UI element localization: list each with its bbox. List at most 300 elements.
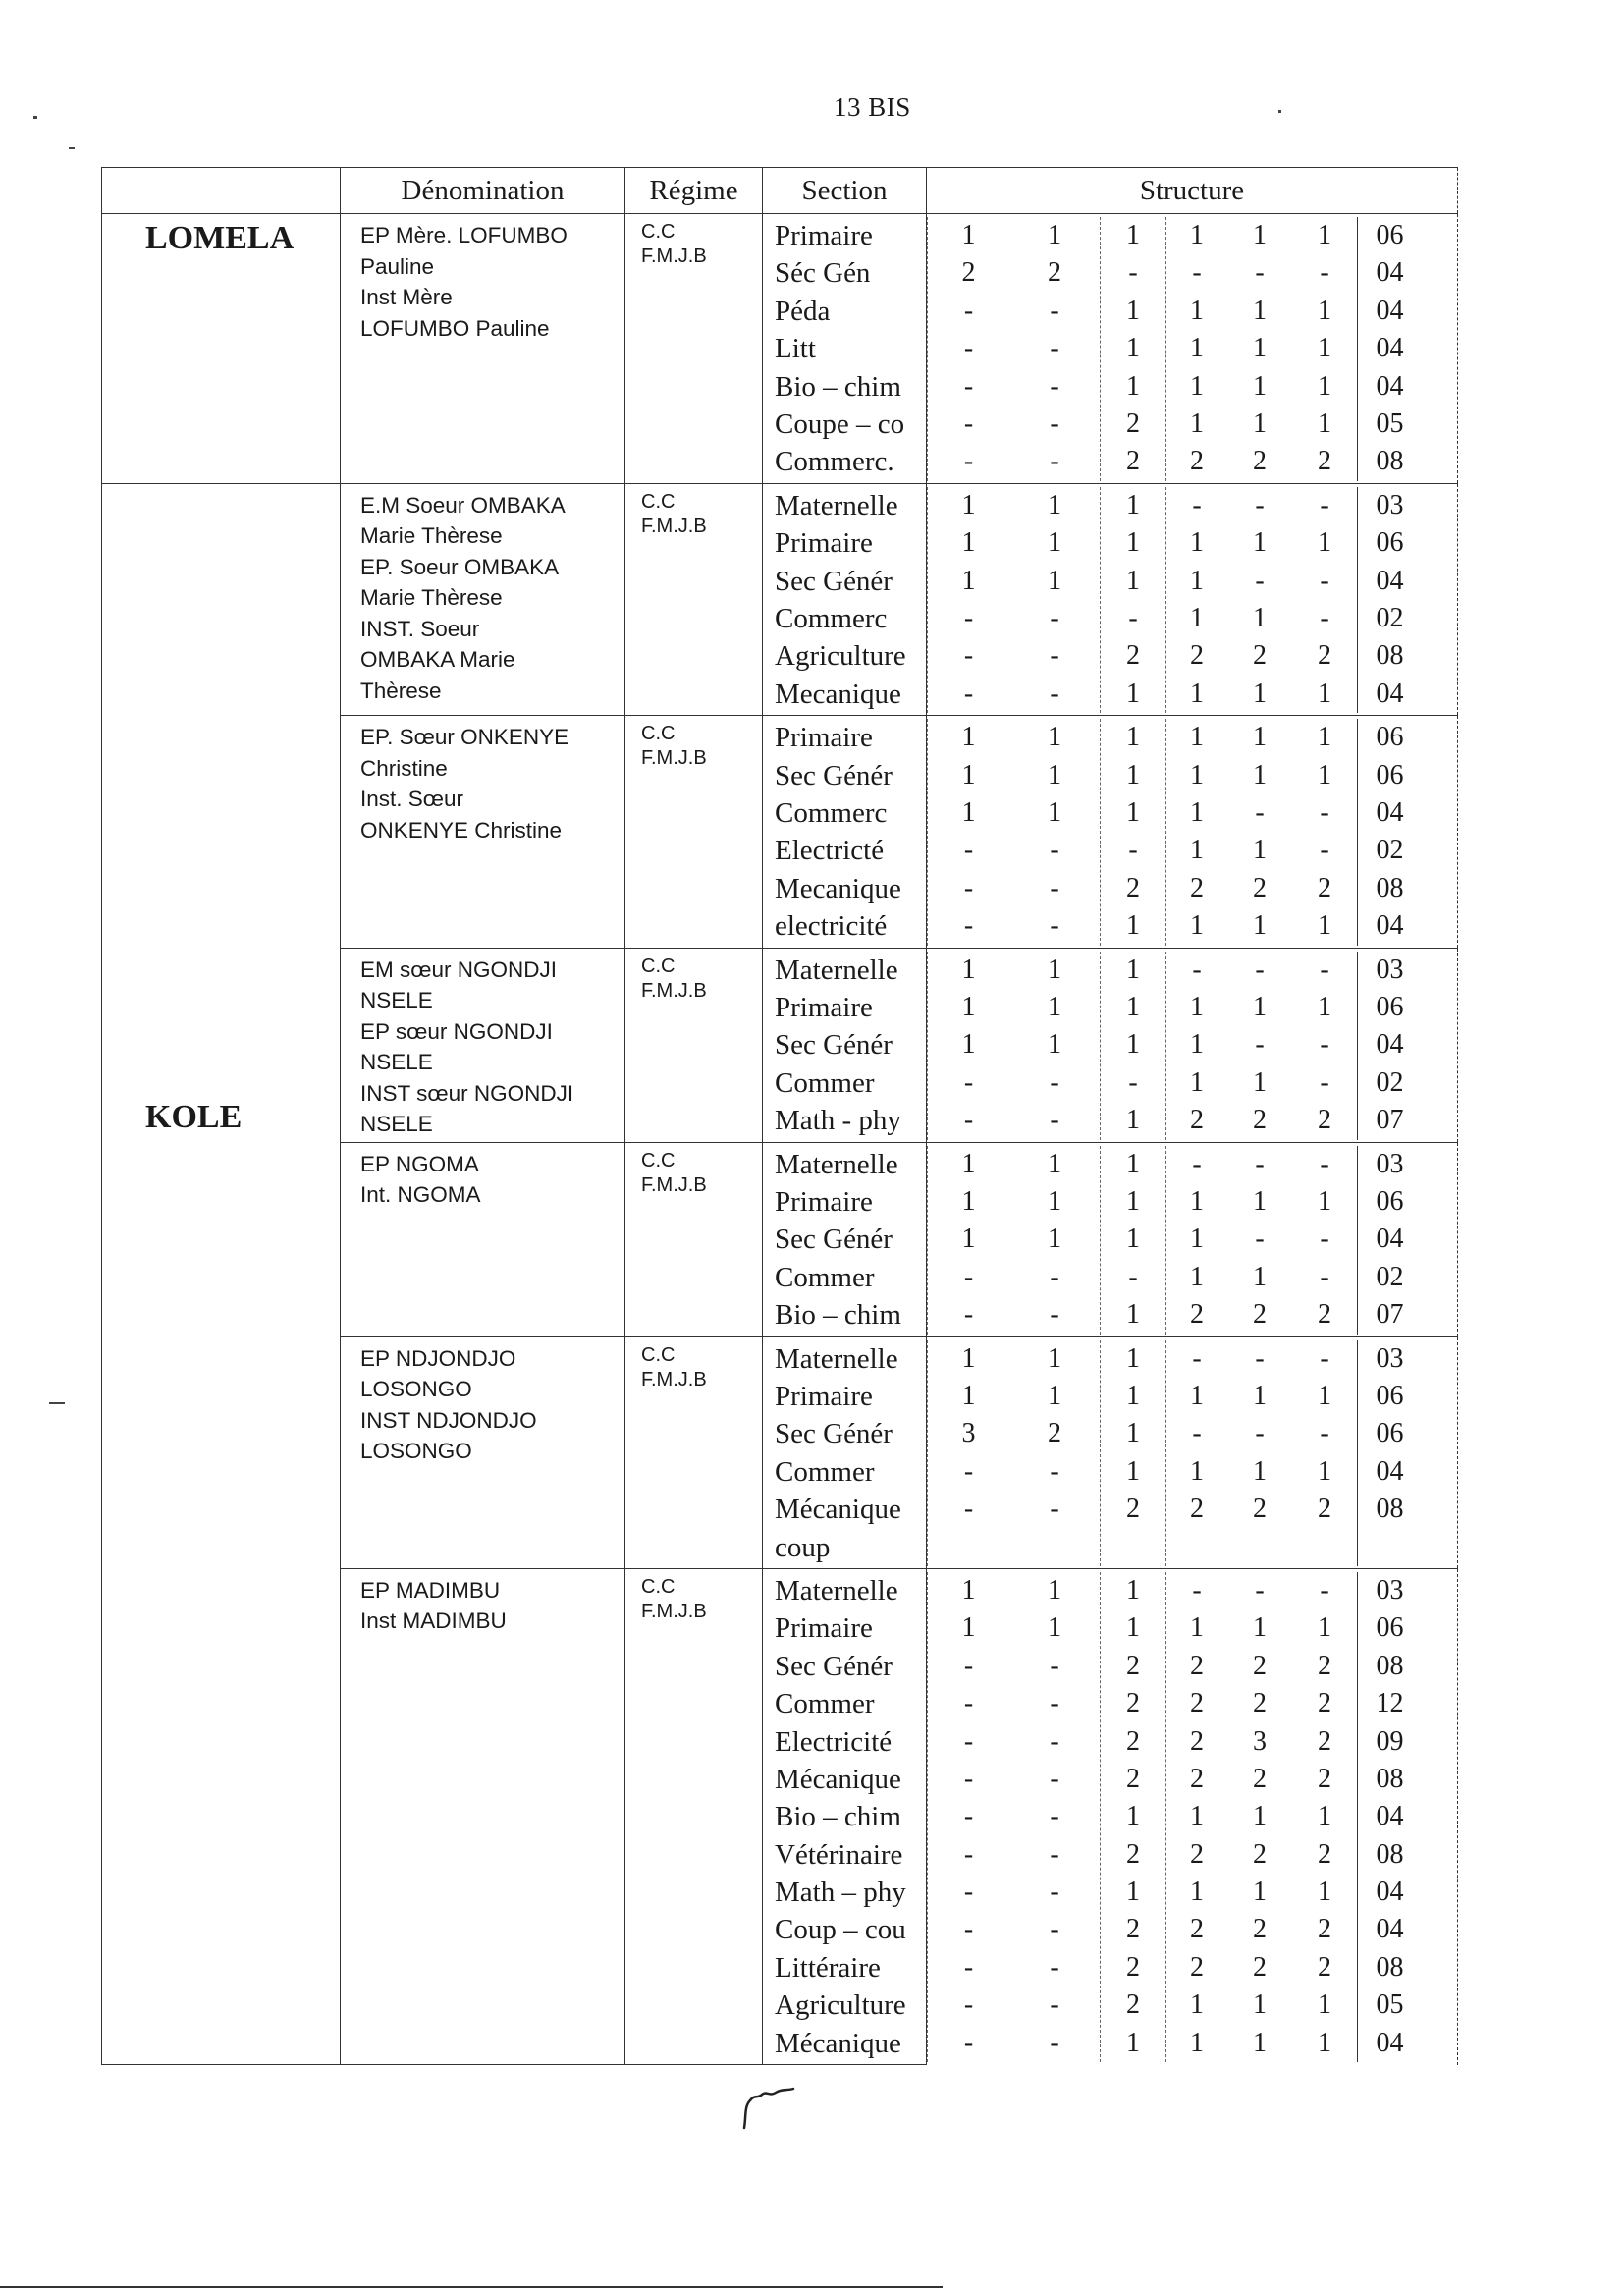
structure-value: 2 [1190, 640, 1204, 672]
structure-value: 2 [961, 257, 976, 289]
structure-value: - [1320, 489, 1329, 520]
structure-value: - [963, 1299, 974, 1331]
structure-value: - [1050, 1494, 1059, 1525]
denomination-line: EM sœur NGONDJI [360, 956, 557, 982]
structure-value: - [1320, 1148, 1329, 1179]
section-name: Maternelle [775, 1574, 898, 1607]
section-name: Bio – chim [775, 1299, 901, 1332]
structure-value: - [1255, 796, 1265, 828]
establishment-denomination [341, 716, 625, 948]
section-name: Maternelle [775, 489, 898, 521]
section-name: Primaire [775, 1612, 873, 1645]
denomination-line: E.M Soeur OMBAKA [360, 492, 566, 518]
structure-value: 2 [1190, 1725, 1204, 1757]
structure-column [1009, 1340, 1100, 1566]
structure-value: - [1050, 1801, 1059, 1832]
structure-value: 1 [1253, 1066, 1267, 1098]
structure-value: 1 [1253, 1612, 1267, 1644]
section-name: Sec Génér [775, 1029, 893, 1062]
structure-value [1101, 1529, 1165, 1566]
structure-value: 1 [1126, 220, 1140, 250]
structure-cells [927, 948, 1458, 1142]
structure-total: 09 [1376, 1725, 1404, 1757]
section-name: Bio – chim [775, 1801, 901, 1833]
denomination-line: LOSONGO [360, 1377, 472, 1402]
structure-value: - [963, 1989, 974, 2021]
structure-column [1100, 217, 1165, 481]
page-number: 13 BIS [834, 92, 911, 122]
structure-value: 1 [961, 953, 976, 985]
structure-value: 1 [961, 1224, 976, 1255]
structure-value: 3 [961, 1418, 976, 1449]
structure-value: - [1255, 1029, 1265, 1061]
structure-value: - [963, 1838, 974, 1870]
denomination-line: NSELE [360, 1112, 433, 1137]
section-name: Litt [775, 333, 816, 365]
structure-value: 1 [1190, 1029, 1204, 1061]
structure-total: 08 [1376, 446, 1404, 477]
structure-value: 1 [1318, 1989, 1331, 2021]
denomination-line: Inst MADIMBU [360, 1608, 507, 1634]
structure-value: 1 [961, 489, 976, 520]
structure-column [1227, 719, 1292, 945]
regime-line: F.M.J.B [641, 1173, 707, 1196]
structure-grid [927, 1569, 1457, 2062]
structure-value [1227, 1529, 1292, 1566]
section-name: Primaire [775, 1185, 873, 1218]
structure-value: 2 [1318, 1650, 1331, 1681]
structure-value: - [963, 640, 974, 672]
structure-value: 1 [1126, 1299, 1140, 1331]
structure-value: 2 [1190, 872, 1204, 903]
structure-value: 1 [1253, 759, 1267, 790]
handwritten-signature [736, 2067, 825, 2136]
structure-value: - [963, 910, 974, 942]
structure-value: - [963, 446, 974, 477]
structure-cells [927, 1336, 1458, 1568]
structure-value: 1 [1190, 1224, 1204, 1255]
structure-value: 1 [961, 1342, 976, 1374]
structure-value: 1 [1253, 527, 1267, 559]
structure-column [1100, 1146, 1165, 1335]
structure-value: - [963, 370, 974, 402]
denomination-line: Pauline [360, 253, 435, 279]
section-name: Primaire [775, 220, 873, 251]
structure-value: - [963, 1650, 974, 1681]
structure-value: - [963, 1261, 974, 1292]
structure-column [1292, 952, 1357, 1140]
structure-value: - [1320, 565, 1329, 596]
structure-value: 1 [1190, 722, 1204, 753]
structure-column [1100, 487, 1165, 713]
structure-value: 2 [1253, 640, 1267, 672]
structure-value: 2 [1318, 1105, 1331, 1136]
structure-value: 2 [1253, 1688, 1267, 1719]
structure-value: 1 [1048, 1148, 1061, 1179]
structure-total: 05 [1376, 1989, 1404, 2021]
structure-total: 06 [1376, 1185, 1404, 1217]
structure-value: 2 [1253, 1914, 1267, 1945]
structure-value: - [1192, 489, 1202, 520]
structure-column [1009, 952, 1100, 1140]
establishment-regime [625, 1142, 763, 1336]
regime-line: C.C [641, 1575, 676, 1598]
denomination-line: EP sœur NGONDJI [360, 1018, 553, 1044]
structure-total: 03 [1376, 1342, 1404, 1374]
structure-value: 2 [1253, 446, 1267, 477]
section-name: Commer [775, 1066, 875, 1099]
structure-total: 02 [1376, 1261, 1404, 1292]
structure-value: - [1255, 953, 1265, 985]
establishment-regime [625, 214, 763, 484]
structure-value: 1 [1190, 1801, 1204, 1832]
structure-column [927, 487, 1009, 713]
structure-value: 2 [1190, 1105, 1204, 1136]
structure-value: 2 [1190, 1688, 1204, 1719]
structure-value: 1 [961, 722, 976, 753]
structure-value: - [1050, 872, 1059, 903]
structure-total: 06 [1376, 759, 1404, 790]
structure-value: 1 [1318, 333, 1331, 364]
table-body [102, 214, 1458, 2065]
structure-value: - [1128, 835, 1138, 866]
structure-value: - [1128, 1066, 1138, 1098]
structure-value: - [1192, 1148, 1202, 1179]
section-name: Coupe – co [775, 408, 905, 440]
structure-value: 1 [1253, 1877, 1267, 1908]
structure-value: 1 [1126, 333, 1140, 364]
structure-value: 1 [1190, 1066, 1204, 1098]
section-name: Sec Génér [775, 1224, 893, 1256]
denomination-line: Inst Mère [360, 285, 453, 309]
structure-value: 1 [1048, 1380, 1061, 1411]
establishment-regime [625, 483, 763, 715]
territory-name: KOLE [102, 483, 341, 2064]
structure-total: 02 [1376, 835, 1404, 866]
structure-value: 1 [1048, 1224, 1061, 1255]
structure-value: 1 [1318, 722, 1331, 753]
structure-value: 2 [1190, 1914, 1204, 1945]
establishment-regime [625, 1568, 763, 2064]
structure-column [1357, 1340, 1422, 1566]
structure-total: 05 [1376, 408, 1404, 439]
structure-value: - [1050, 1989, 1059, 2021]
structure-column [1292, 1340, 1357, 1566]
structure-value: - [1320, 1224, 1329, 1255]
structure-value: 1 [1318, 2027, 1331, 2058]
structure-value: - [963, 1914, 974, 1945]
structure-column [1292, 1572, 1357, 2062]
structure-total: 04 [1376, 1455, 1404, 1487]
structure-value: - [1320, 257, 1329, 289]
section-name: Séc Gén [775, 257, 871, 290]
structure-value: - [1050, 640, 1059, 672]
structure-total: 06 [1376, 1418, 1404, 1449]
structure-value: - [1128, 602, 1138, 633]
structure-value: 1 [1253, 1989, 1267, 2021]
structure-value: 1 [961, 1148, 976, 1179]
structure-value: 2 [1048, 257, 1061, 289]
denomination-line: EP Mère. LOFUMBO [360, 223, 568, 247]
denomination-header: Dénomination [341, 168, 625, 214]
structure-value: - [1320, 835, 1329, 866]
section-name: Sec Génér [775, 1650, 893, 1682]
section-name: Primaire [775, 991, 873, 1023]
regime-line: F.M.J.B [641, 747, 707, 770]
structure-value: - [1192, 1342, 1202, 1374]
regime-line: F.M.J.B [641, 1368, 707, 1390]
structure-value: 1 [1318, 370, 1331, 402]
section-name: Primaire [775, 722, 873, 754]
structure-value: - [1255, 1224, 1265, 1255]
structure-value: 1 [1253, 1185, 1267, 1217]
structure-column [1100, 952, 1165, 1140]
structure-total: 06 [1376, 1380, 1404, 1411]
establishment-regime [625, 948, 763, 1142]
structure-value: - [963, 1105, 974, 1136]
structure-value: 2 [1126, 408, 1140, 439]
structure-column [1009, 1146, 1100, 1335]
structure-grid [927, 484, 1457, 713]
structure-value: 2 [1126, 1989, 1140, 2021]
section-name: Commerc. [775, 446, 894, 478]
denomination-line: Inst. Sœur [360, 787, 464, 812]
structure-grid [927, 214, 1457, 481]
structure-value: 1 [1048, 1612, 1061, 1644]
structure-value: - [1192, 1574, 1202, 1606]
structure-value: 1 [1126, 527, 1140, 559]
structure-column [1357, 952, 1422, 1140]
structure-value: 1 [1048, 565, 1061, 596]
structure-total: 02 [1376, 1066, 1404, 1098]
structure-column [1165, 487, 1227, 713]
structure-column [1165, 1146, 1227, 1335]
structure-value: - [963, 1763, 974, 1794]
structure-total: 03 [1376, 1148, 1404, 1179]
structure-column [1009, 487, 1100, 713]
structure-value: 2 [1253, 1105, 1267, 1136]
structure-total: 12 [1376, 1688, 1404, 1719]
structure-column [1292, 1146, 1357, 1335]
structure-value: 1 [961, 1574, 976, 1606]
structure-value: 1 [1318, 1801, 1331, 1832]
section-name: Coup – cou [775, 1914, 906, 1946]
structure-value: - [963, 1951, 974, 1983]
structure-value: 1 [1190, 2027, 1204, 2058]
structure-value: 2 [1190, 1299, 1204, 1331]
regime-line: C.C [641, 1343, 676, 1366]
structure-value: 1 [1253, 1261, 1267, 1292]
structure-total: 08 [1376, 1763, 1404, 1794]
establishment-denomination [341, 483, 625, 715]
denomination-line: ONKENYE Christine [360, 817, 563, 843]
section-name: Maternelle [775, 1342, 898, 1375]
structure-value: - [1050, 1455, 1059, 1487]
structure-value: 2 [1318, 1725, 1331, 1757]
section-name: Vétérinaire [775, 1838, 903, 1871]
structure-value: 1 [1126, 1418, 1140, 1449]
structure-value: 1 [1318, 991, 1331, 1022]
structure-value: 1 [1253, 602, 1267, 633]
regime-line: F.M.J.B [641, 515, 707, 537]
structure-value: - [963, 333, 974, 364]
structure-value: 1 [1253, 1380, 1267, 1411]
territory-name: LOMELA [102, 214, 341, 484]
structure-value: 2 [1318, 872, 1331, 903]
structure-value: - [1192, 257, 1202, 289]
structure-column [1165, 719, 1227, 945]
structure-value: 1 [1190, 370, 1204, 402]
structure-value: 1 [1048, 796, 1061, 828]
structure-value: - [1255, 1574, 1265, 1606]
structure-total: 06 [1376, 220, 1404, 250]
denomination-line: LOFUMBO Pauline [360, 315, 550, 341]
structure-total: 04 [1376, 796, 1404, 828]
denomination-line: Marie Thèrese [360, 585, 503, 611]
structure-value: - [1255, 1342, 1265, 1374]
structure-total [1358, 1529, 1422, 1566]
structure-column [1227, 1572, 1292, 2062]
structure-value: - [963, 408, 974, 439]
structure-value: 1 [961, 759, 976, 790]
structure-value: 2 [1126, 1494, 1140, 1525]
structure-value: 1 [1126, 1455, 1140, 1487]
structure-value: 1 [1253, 991, 1267, 1022]
structure-value: 2 [1253, 1838, 1267, 1870]
structure-cells [927, 716, 1458, 948]
structure-value: 1 [1190, 565, 1204, 596]
structure-column [1292, 719, 1357, 945]
structure-value: 1 [1126, 489, 1140, 520]
structure-total: 04 [1376, 1801, 1404, 1832]
denomination-line: NSELE [360, 988, 433, 1013]
section-name: Agriculture [775, 1989, 906, 2022]
structure-value: 1 [1126, 1801, 1140, 1832]
structure-value: 2 [1253, 1763, 1267, 1794]
structure-column [927, 1146, 1009, 1335]
structure-value: 1 [1126, 953, 1140, 985]
section-name: Agriculture [775, 640, 906, 673]
structure-value: 1 [1190, 1261, 1204, 1292]
section-name: Mécanique [775, 1494, 901, 1526]
structure-value: 2 [1318, 640, 1331, 672]
structure-value: - [1050, 1261, 1059, 1292]
structure-value: 1 [1126, 1380, 1140, 1411]
school-structure-table [101, 167, 1458, 2065]
structure-value: 1 [1253, 333, 1267, 364]
structure-value: 1 [1190, 910, 1204, 942]
structure-value: 1 [1318, 1877, 1331, 1908]
structure-total: 07 [1376, 1299, 1404, 1331]
section-name: Sec Génér [775, 1418, 893, 1450]
section-name: Mecanique [775, 678, 901, 710]
structure-column [1227, 1146, 1292, 1335]
structure-total: 04 [1376, 910, 1404, 942]
structure-value: 1 [1253, 2027, 1267, 2058]
structure-column [1100, 1340, 1165, 1566]
denomination-line: Thèrese [360, 678, 442, 703]
denomination-line: LOSONGO [360, 1439, 472, 1464]
structure-column [1357, 719, 1422, 945]
structure-value: - [1050, 835, 1059, 866]
structure-total: 02 [1376, 602, 1404, 633]
structure-value: 2 [1253, 872, 1267, 903]
structure-value: - [963, 1801, 974, 1832]
structure-value: 1 [1190, 1989, 1204, 2021]
denomination-line: NSELE [360, 1050, 433, 1075]
structure-value: 1 [1190, 1612, 1204, 1644]
structure-value: - [963, 295, 974, 326]
structure-value: - [1320, 796, 1329, 828]
scan-speck [69, 147, 75, 149]
structure-total: 04 [1376, 295, 1404, 326]
structure-value: 2 [1126, 1725, 1140, 1757]
structure-column [1165, 217, 1227, 481]
structure-value: 2 [1126, 1650, 1140, 1681]
structure-value: 1 [961, 565, 976, 596]
structure-value: - [1128, 257, 1138, 289]
structure-value: 1 [1318, 408, 1331, 439]
structure-value: 1 [1126, 370, 1140, 402]
section-name: Math - phy [775, 1105, 901, 1137]
section-list [763, 1568, 927, 2064]
structure-column [1227, 1340, 1292, 1566]
structure-column [1100, 719, 1165, 945]
structure-value: 1 [1126, 565, 1140, 596]
structure-value: 1 [1253, 678, 1267, 709]
structure-column [1227, 487, 1292, 713]
structure-total: 04 [1376, 678, 1404, 709]
structure-value: - [1192, 953, 1202, 985]
structure-value: - [963, 1494, 974, 1525]
section-name: Maternelle [775, 953, 898, 986]
structure-total: 04 [1376, 370, 1404, 402]
structure-total: 08 [1376, 640, 1404, 672]
structure-value: 1 [1048, 1029, 1061, 1061]
structure-value: 2 [1126, 872, 1140, 903]
structure-value: - [1192, 1418, 1202, 1449]
structure-total: 08 [1376, 1838, 1404, 1870]
structure-value: 1 [1190, 1380, 1204, 1411]
structure-value: 2 [1318, 1763, 1331, 1794]
scan-speck [1278, 110, 1281, 113]
structure-total: 04 [1376, 1877, 1404, 1908]
structure-value: 1 [1318, 295, 1331, 326]
structure-value: 2 [1318, 1914, 1331, 1945]
section-name: Sec Génér [775, 565, 893, 597]
structure-value: 3 [1253, 1725, 1267, 1757]
section-name: Bio – chim [775, 370, 901, 403]
structure-total: 04 [1376, 2027, 1404, 2058]
structure-value: 2 [1318, 1299, 1331, 1331]
territory-header [102, 168, 341, 214]
structure-value: 2 [1190, 1951, 1204, 1983]
structure-total: 04 [1376, 565, 1404, 596]
regime-line: C.C [641, 490, 676, 513]
structure-value: 1 [1126, 910, 1140, 942]
structure-value: - [1050, 1951, 1059, 1983]
structure-value: - [1320, 1342, 1329, 1374]
structure-value: 1 [1253, 835, 1267, 866]
structure-grid [927, 1337, 1457, 1566]
regime-line: C.C [641, 954, 676, 977]
regime-line: F.M.J.B [641, 245, 707, 267]
structure-value: - [1050, 1688, 1059, 1719]
denomination-line: EP. Sœur ONKENYE [360, 725, 569, 750]
structure-value: 1 [1190, 1877, 1204, 1908]
structure-column [927, 1572, 1009, 2062]
structure-value: 1 [1253, 722, 1267, 753]
